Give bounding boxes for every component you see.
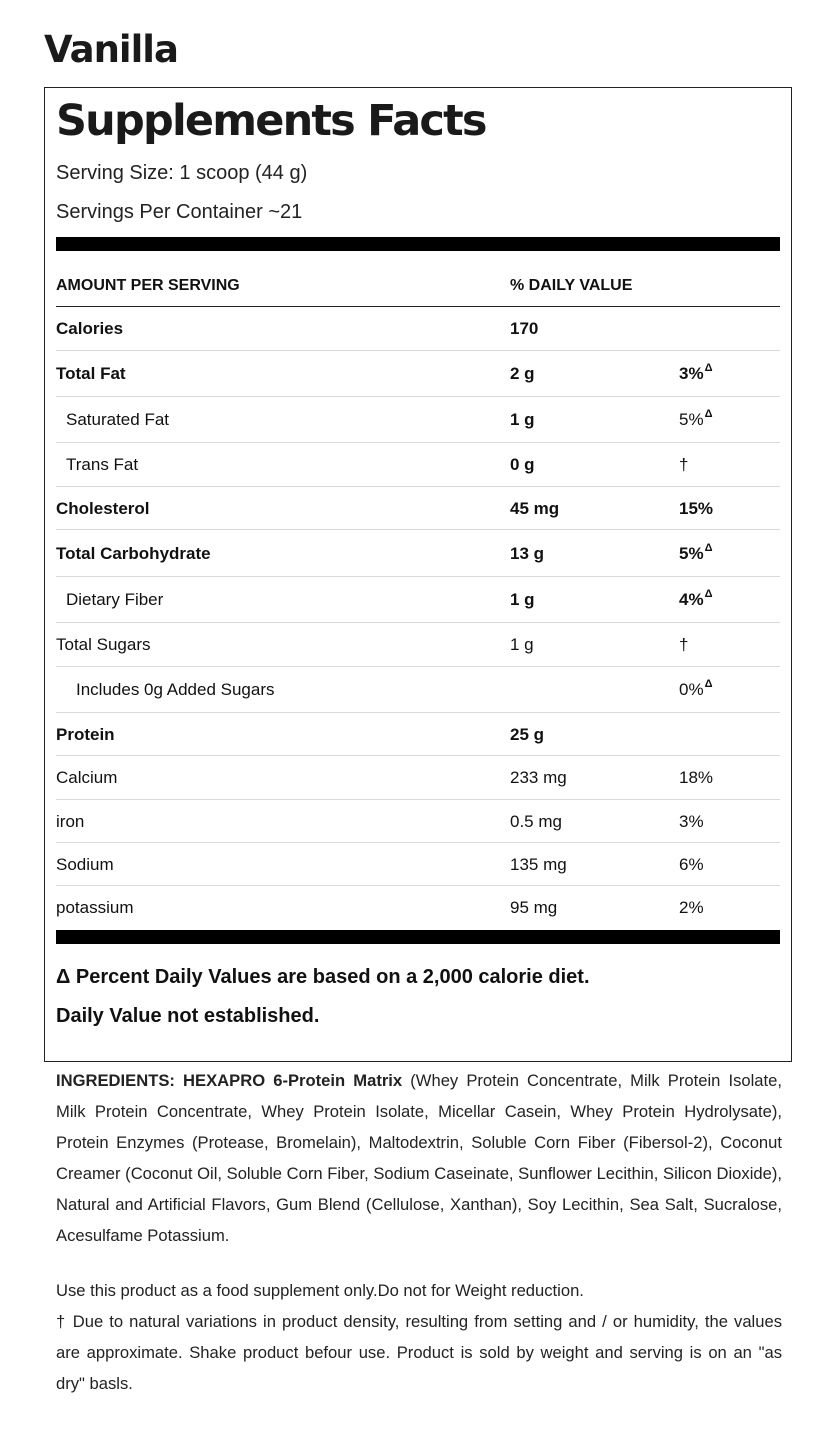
table-row <box>56 843 780 886</box>
daily-value-footnote: Δ Percent Daily Values are based on a 2,000 calorie diet. <box>56 966 590 988</box>
supplement-facts-panel <box>44 87 792 1062</box>
nutrient-amount: 1 g <box>510 410 535 429</box>
table-row <box>56 800 780 843</box>
nutrient-daily-value <box>679 590 712 610</box>
header-amount-per-serving: AMOUNT PER SERVING <box>56 277 240 294</box>
table-row <box>56 487 780 530</box>
header-daily-value: % DAILY VALUE <box>510 277 633 294</box>
nutrient-name: Includes 0g Added Sugars <box>76 680 275 699</box>
delta-footnote-marker: Δ <box>704 588 713 600</box>
nutrient-amount: 0.5 mg <box>510 812 562 831</box>
nutrient-name: Dietary Fiber <box>66 590 164 609</box>
nutrient-daily-value <box>679 455 688 475</box>
nutrient-daily-value <box>679 680 712 700</box>
notes <box>56 1275 782 1399</box>
daily-value-percent: 18% <box>679 768 714 787</box>
table-row <box>56 713 780 756</box>
table-row <box>56 577 780 623</box>
table-row <box>56 667 780 713</box>
nutrient-name: Trans Fat <box>66 455 139 474</box>
daily-value-percent: 2% <box>679 898 704 917</box>
panel-title: Supplements Facts <box>56 96 486 146</box>
nutrient-amount: 1 g <box>510 590 535 609</box>
nutrient-amount: 25 g <box>510 725 545 744</box>
table-row <box>56 886 780 928</box>
daily-value-percent: † <box>679 635 689 654</box>
nutrient-name: Calories <box>56 319 124 338</box>
nutrient-table <box>56 263 780 928</box>
nutrient-name: iron <box>56 812 85 831</box>
nutrient-daily-value <box>679 898 704 918</box>
table-row <box>56 623 780 667</box>
daily-value-percent: 0% <box>679 680 704 699</box>
table-header <box>56 263 780 307</box>
nutrient-name: Total Carbohydrate <box>56 544 211 563</box>
table-row <box>56 756 780 800</box>
nutrient-daily-value <box>679 410 712 430</box>
ingredients-heading: INGREDIENTS: HEXAPRO 6-Protein Matrix <box>56 1071 403 1090</box>
daily-value-percent: 4% <box>679 590 704 609</box>
nutrient-daily-value <box>679 364 712 384</box>
nutrient-amount: 95 mg <box>510 898 558 917</box>
table-row <box>56 530 780 577</box>
nutrient-daily-value <box>679 855 704 875</box>
disclaimer-note: † Due to natural variations in product density, resulting from setting and / or humidity, the values are approximate. Shake product befour use. Product is sold by weight and serving is on an "as dry" basls. <box>56 1312 782 1393</box>
nutrient-amount: 135 mg <box>510 855 567 874</box>
nutrient-name: Total Fat <box>56 364 126 383</box>
nutrient-amount: 170 <box>510 319 539 338</box>
nutrient-rows <box>56 307 780 928</box>
delta-footnote-marker: Δ <box>704 678 713 690</box>
divider-bar <box>56 237 780 251</box>
nutrient-amount: 1 g <box>510 635 534 654</box>
table-row <box>56 351 780 397</box>
daily-value-percent: 5% <box>679 410 704 429</box>
delta-footnote-marker: Δ <box>704 408 713 420</box>
nutrient-amount: 2 g <box>510 364 535 383</box>
divider-bar <box>56 930 780 944</box>
ingredients-list: (Whey Protein Concentrate, Milk Protein Isolate, Milk Protein Concentrate, Whey Protein Isolate, Micellar Casein, Whey Protein Hydrolysate), Protein Enzymes (Protease, Bromelain), Maltodextrin, Soluble Corn Fiber (Fibersol-2), Coconut Creamer (Coconut Oil, Soluble Corn Fiber, Sodium Caseinate, Sunflower Lecithin, Silicon Dioxide), Natural and Artificial Flavors, Gum Blend (Cellulose, Xanthan), Soy Lecithin, Sea Salt, Sucralose, Acesulfame Potassium. <box>56 1071 782 1245</box>
nutrient-name: Sodium <box>56 855 114 874</box>
nutrient-amount: 0 g <box>510 455 535 474</box>
table-row <box>56 307 780 351</box>
servings-per-container: Servings Per Container ~21 <box>56 201 303 223</box>
nutrient-amount: 13 g <box>510 544 545 563</box>
not-established-footnote: Daily Value not established. <box>56 1005 320 1027</box>
daily-value-percent: 6% <box>679 855 704 874</box>
nutrient-amount: 233 mg <box>510 768 567 787</box>
usage-note: Use this product as a food supplement only.Do not for Weight reduction. <box>56 1281 584 1300</box>
nutrient-name: Calcium <box>56 768 118 787</box>
nutrient-name: Total Sugars <box>56 635 151 654</box>
nutrient-daily-value <box>679 768 713 788</box>
daily-value-percent: 15% <box>679 499 714 518</box>
table-row <box>56 397 780 443</box>
nutrient-daily-value <box>679 499 713 519</box>
nutrient-name: Saturated Fat <box>66 410 170 429</box>
table-row <box>56 443 780 487</box>
serving-size: Serving Size: 1 scoop (44 g) <box>56 162 308 184</box>
nutrient-name: Protein <box>56 725 115 744</box>
daily-value-percent: † <box>679 455 689 474</box>
nutrient-name: Cholesterol <box>56 499 150 518</box>
delta-footnote-marker: Δ <box>704 362 713 374</box>
delta-footnote-marker: Δ <box>704 542 713 554</box>
daily-value-percent: 3% <box>679 812 704 831</box>
daily-value-percent: 3% <box>679 364 704 383</box>
ingredients-text <box>56 1065 782 1251</box>
nutrient-name: potassium <box>56 898 134 917</box>
nutrient-daily-value <box>679 635 688 655</box>
nutrient-daily-value <box>679 544 712 564</box>
nutrient-amount: 45 mg <box>510 499 560 518</box>
daily-value-percent: 5% <box>679 544 704 563</box>
nutrient-daily-value <box>679 812 704 832</box>
flavor-title: Vanilla <box>44 28 178 71</box>
